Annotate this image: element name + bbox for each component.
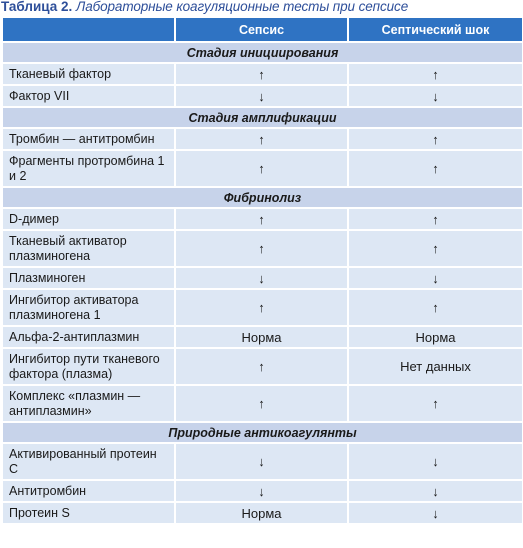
test-name: D-димер <box>2 208 175 230</box>
table-row <box>2 267 523 289</box>
section-title: Стадия инициирования <box>2 42 523 63</box>
test-name: Плазминоген <box>2 267 175 289</box>
shock-value: ↓ <box>348 480 523 502</box>
shock-value: Норма <box>348 326 523 348</box>
shock-value: ↓ <box>348 443 523 480</box>
table-row <box>2 480 523 502</box>
test-name: Антитромбин <box>2 480 175 502</box>
shock-value: ↑ <box>348 128 523 150</box>
shock-value: ↑ <box>348 63 523 85</box>
shock-value: ↑ <box>348 150 523 187</box>
sepsis-value: ↑ <box>175 63 348 85</box>
sepsis-value: Норма <box>175 502 348 524</box>
shock-value: ↑ <box>348 208 523 230</box>
test-name: Фактор VII <box>2 85 175 107</box>
sepsis-value: ↑ <box>175 208 348 230</box>
table-row <box>2 289 523 326</box>
shock-value: Нет данных <box>348 348 523 385</box>
table-row <box>2 502 523 524</box>
shock-value: ↓ <box>348 502 523 524</box>
shock-value: ↑ <box>348 230 523 267</box>
section-row <box>2 187 523 208</box>
header-septic-shock: Септический шок <box>348 17 523 42</box>
table-caption-label: Таблица 2. <box>1 0 73 14</box>
section-row <box>2 42 523 63</box>
table-row <box>2 128 523 150</box>
test-name: Ингибитор активатора плазминогена 1 <box>2 289 175 326</box>
section-row <box>2 422 523 443</box>
table-caption-text: Лабораторные коагуляционные тесты при сепсисе <box>76 0 409 14</box>
sepsis-value: ↓ <box>175 267 348 289</box>
table-row <box>2 150 523 187</box>
test-name: Ингибитор пути тканевого фактора (плазма) <box>2 348 175 385</box>
test-name: Тканевый фактор <box>2 63 175 85</box>
sepsis-value: ↓ <box>175 480 348 502</box>
header-blank-cell <box>2 17 175 42</box>
sepsis-value: ↓ <box>175 85 348 107</box>
table-header-row <box>2 17 523 42</box>
table-row <box>2 230 523 267</box>
section-title: Фибринолиз <box>2 187 523 208</box>
table-row <box>2 326 523 348</box>
sepsis-value: ↑ <box>175 385 348 422</box>
section-title: Стадия амплификации <box>2 107 523 128</box>
section-title: Природные антикоагулянты <box>2 422 523 443</box>
test-name: Протеин S <box>2 502 175 524</box>
test-name: Тканевый активатор плазминогена <box>2 230 175 267</box>
sepsis-value: ↑ <box>175 128 348 150</box>
sepsis-value: ↓ <box>175 443 348 480</box>
table-caption <box>0 0 523 16</box>
table-row <box>2 385 523 422</box>
shock-value: ↑ <box>348 385 523 422</box>
table-row <box>2 208 523 230</box>
sepsis-value: Норма <box>175 326 348 348</box>
test-name: Комплекс «плазмин — антиплазмин» <box>2 385 175 422</box>
table-row <box>2 85 523 107</box>
coagulation-tests-table <box>1 16 523 525</box>
test-name: Альфа-2-антиплазмин <box>2 326 175 348</box>
table-row <box>2 348 523 385</box>
section-row <box>2 107 523 128</box>
table-row <box>2 443 523 480</box>
sepsis-value: ↑ <box>175 348 348 385</box>
test-name: Активированный протеин С <box>2 443 175 480</box>
sepsis-value: ↑ <box>175 230 348 267</box>
test-name: Фрагменты протромбина 1 и 2 <box>2 150 175 187</box>
shock-value: ↑ <box>348 289 523 326</box>
test-name: Тромбин — антитромбин <box>2 128 175 150</box>
sepsis-value: ↑ <box>175 289 348 326</box>
shock-value: ↓ <box>348 267 523 289</box>
shock-value: ↓ <box>348 85 523 107</box>
header-sepsis: Сепсис <box>175 17 348 42</box>
sepsis-value: ↑ <box>175 150 348 187</box>
table-row <box>2 63 523 85</box>
